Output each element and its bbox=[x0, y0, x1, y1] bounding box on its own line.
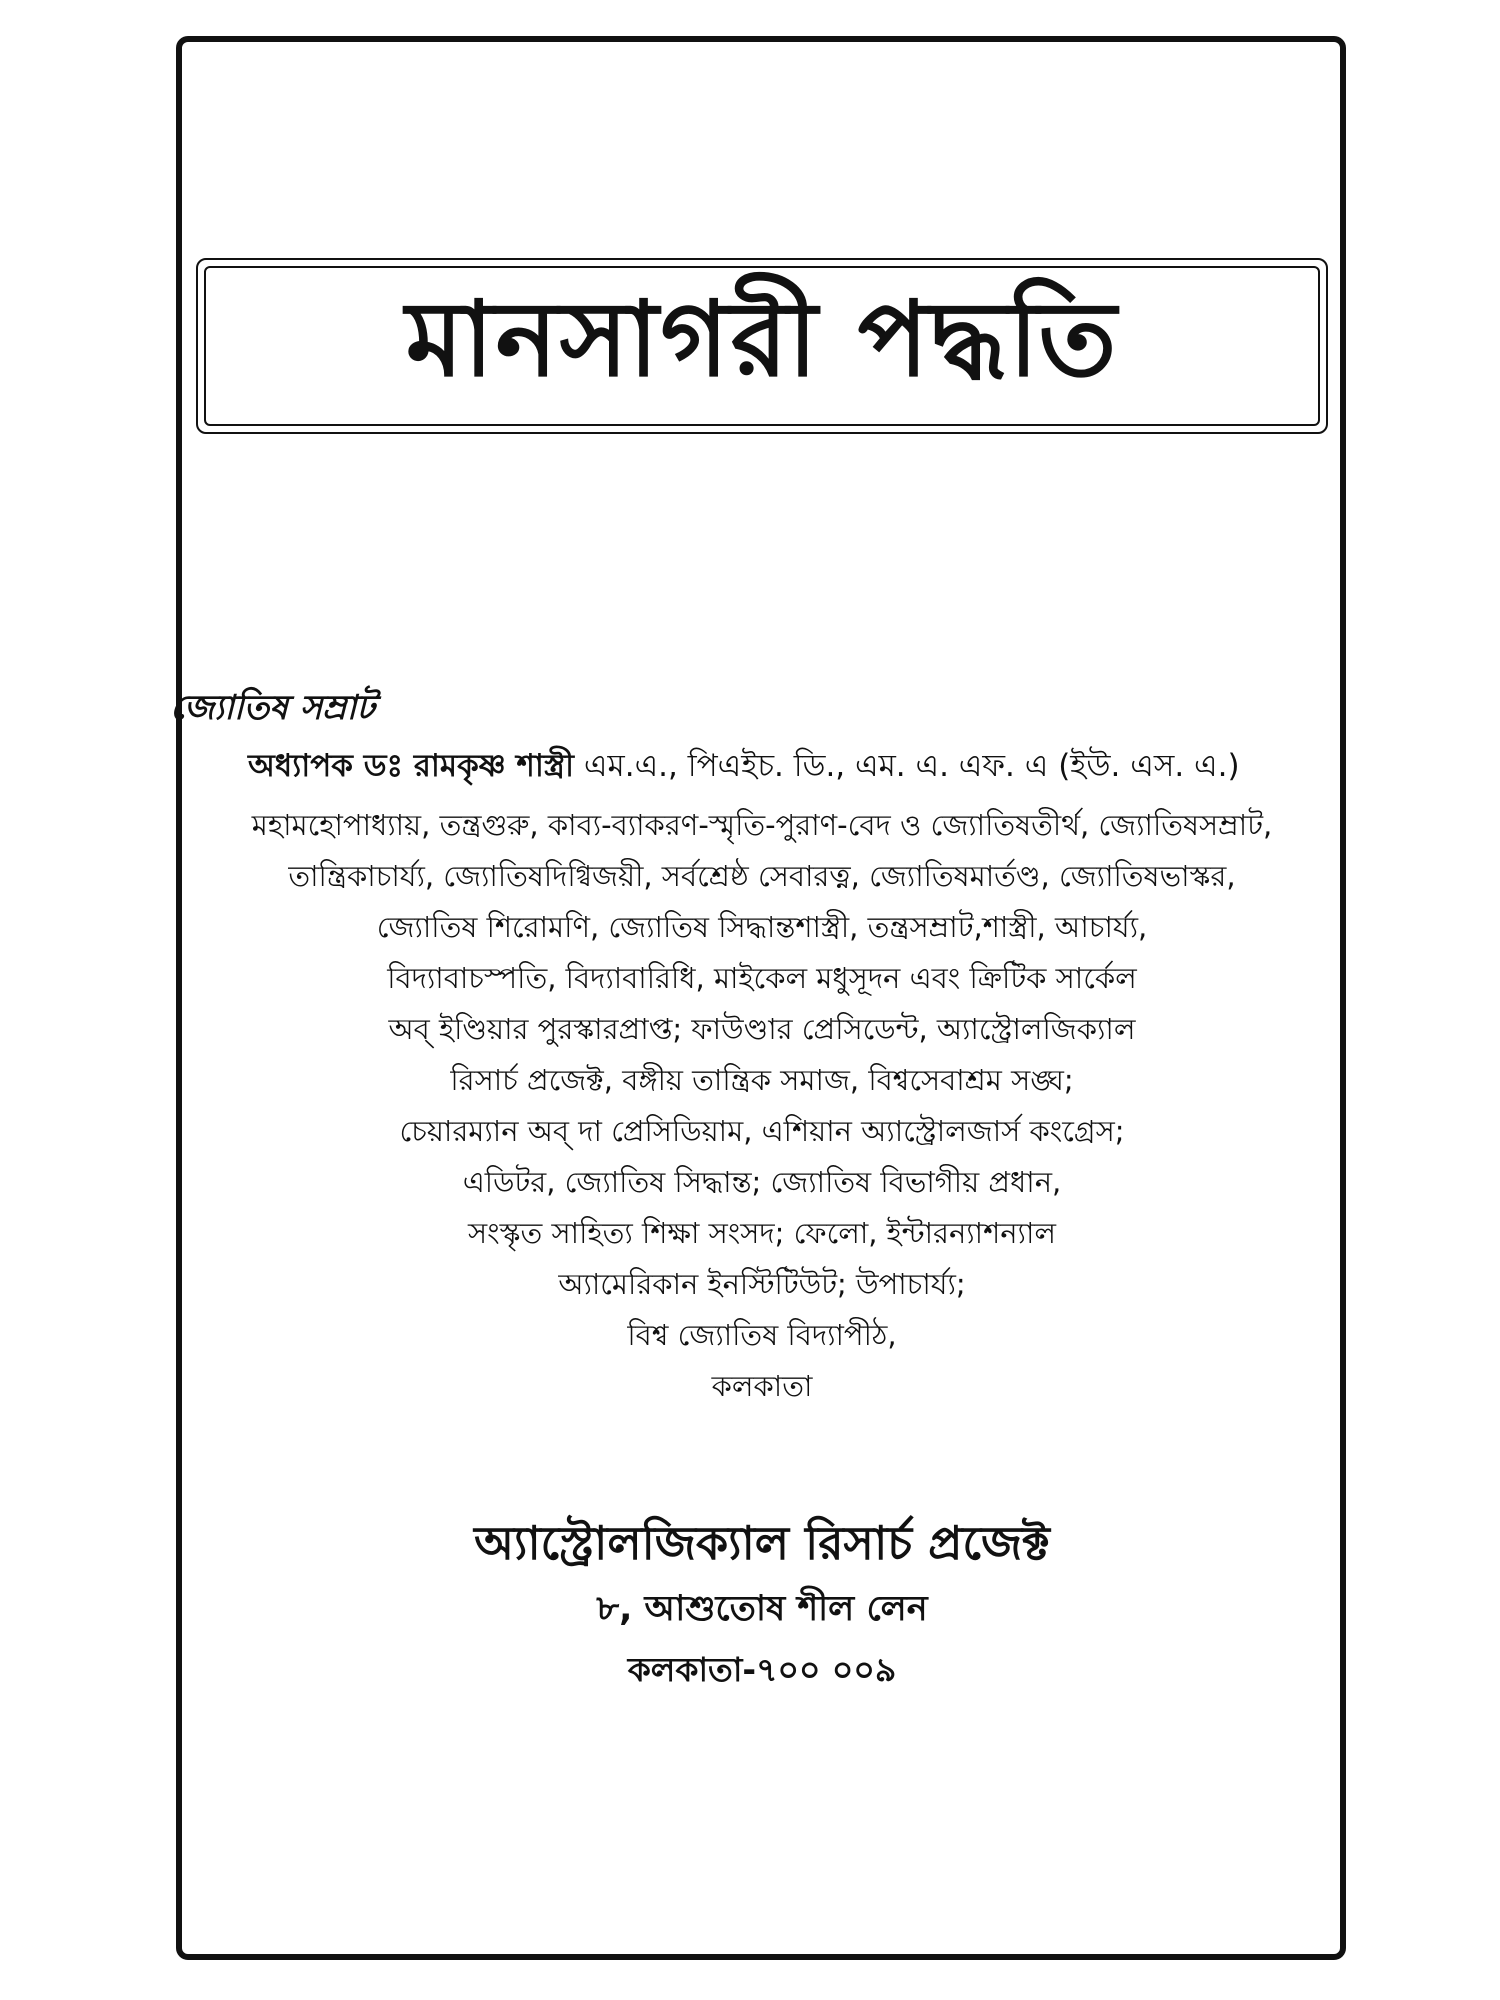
credential-line: এডিটর, জ্যোতিষ সিদ্ধান্ত; জ্যোতিষ বিভাগীয় প্রধান, bbox=[462, 1165, 1062, 1199]
credential-line: বিশ্ব জ্যোতিষ বিদ্যাপীঠ, bbox=[627, 1318, 897, 1352]
credential-line: অব্ ইণ্ডিয়ার পুরস্কারপ্রাপ্ত; ফাউণ্ডার প্রেসিডেন্ট, অ্যাস্ট্রোলজিক্যাল bbox=[388, 1012, 1136, 1046]
title-frame bbox=[196, 258, 1328, 434]
title-inner-frame bbox=[204, 266, 1320, 426]
author-honorific-tag: জ্যোতিষ সম্রাট bbox=[170, 688, 375, 728]
credential-line: তান্ত্রিকাচার্য্য, জ্যোতিষদিগ্বিজয়ী, সর্বশ্রেষ্ঠ সেবারত্ন, জ্যোতিষমার্তণ্ড, জ্যোতিষভাস্কর, bbox=[288, 859, 1236, 893]
publisher-address: ৮, আশুতোষ শীল লেন bbox=[596, 1589, 928, 1629]
book-title: মানসাগরী পদ্ধতি bbox=[405, 278, 1119, 400]
credential-line: চেয়ারম্যান অব্ দা প্রেসিডিয়াম, এশিয়ান অ্যাস্ট্রোলজার্স কংগ্রেস; bbox=[399, 1114, 1125, 1148]
publisher-name: অ্যাস্ট্রোলজিক্যাল রিসার্চ প্রজেক্ট bbox=[474, 1516, 1050, 1570]
author-degrees: এম.এ., পিএইচ. ডি., এম. এ. এফ. এ (ইউ. এস. এ.) bbox=[574, 748, 1240, 784]
author-name: অধ্যাপক ডঃ রামকৃষ্ণ শাস্ত্রী bbox=[248, 748, 575, 784]
credential-line: বিদ্যাবাচস্পতি, বিদ্যাবারিধি, মাইকেল মধুসূদন এবং ক্রিটিক সার্কেল bbox=[387, 961, 1137, 995]
credential-line: জ্যোতিষ শিরোমণি, জ্যোতিষ সিদ্ধান্তশাস্ত্রী, তন্ত্রসম্রাট,শাস্ত্রী, আচার্য্য, bbox=[376, 910, 1148, 944]
credential-line: মহামহোপাধ্যায়, তন্ত্রগুরু, কাব্য-ব্যাকরণ-স্মৃতি-পুরাণ-বেদ ও জ্যোতিষতীর্থ, জ্যোতিষসম্রাট, bbox=[251, 808, 1273, 842]
credential-line: সংস্কৃত সাহিত্য শিক্ষা সংসদ; ফেলো, ইন্টারন্যাশন্যাল bbox=[468, 1216, 1056, 1250]
credential-line: কলকাতা bbox=[711, 1369, 813, 1403]
credential-line: অ্যামেরিকান ইনস্টিটিউট; উপাচার্য্য; bbox=[558, 1267, 966, 1301]
author-line bbox=[248, 742, 1310, 794]
credentials-block bbox=[196, 800, 1328, 1412]
publisher-city: কলকাতা-৭০০ ০০৯ bbox=[627, 1650, 897, 1689]
publisher-block bbox=[196, 1508, 1328, 1700]
credential-line: রিসার্চ প্রজেক্ট, বঙ্গীয় তান্ত্রিক সমাজ, বিশ্বসেবাশ্রম সঙ্ঘ; bbox=[450, 1063, 1074, 1097]
